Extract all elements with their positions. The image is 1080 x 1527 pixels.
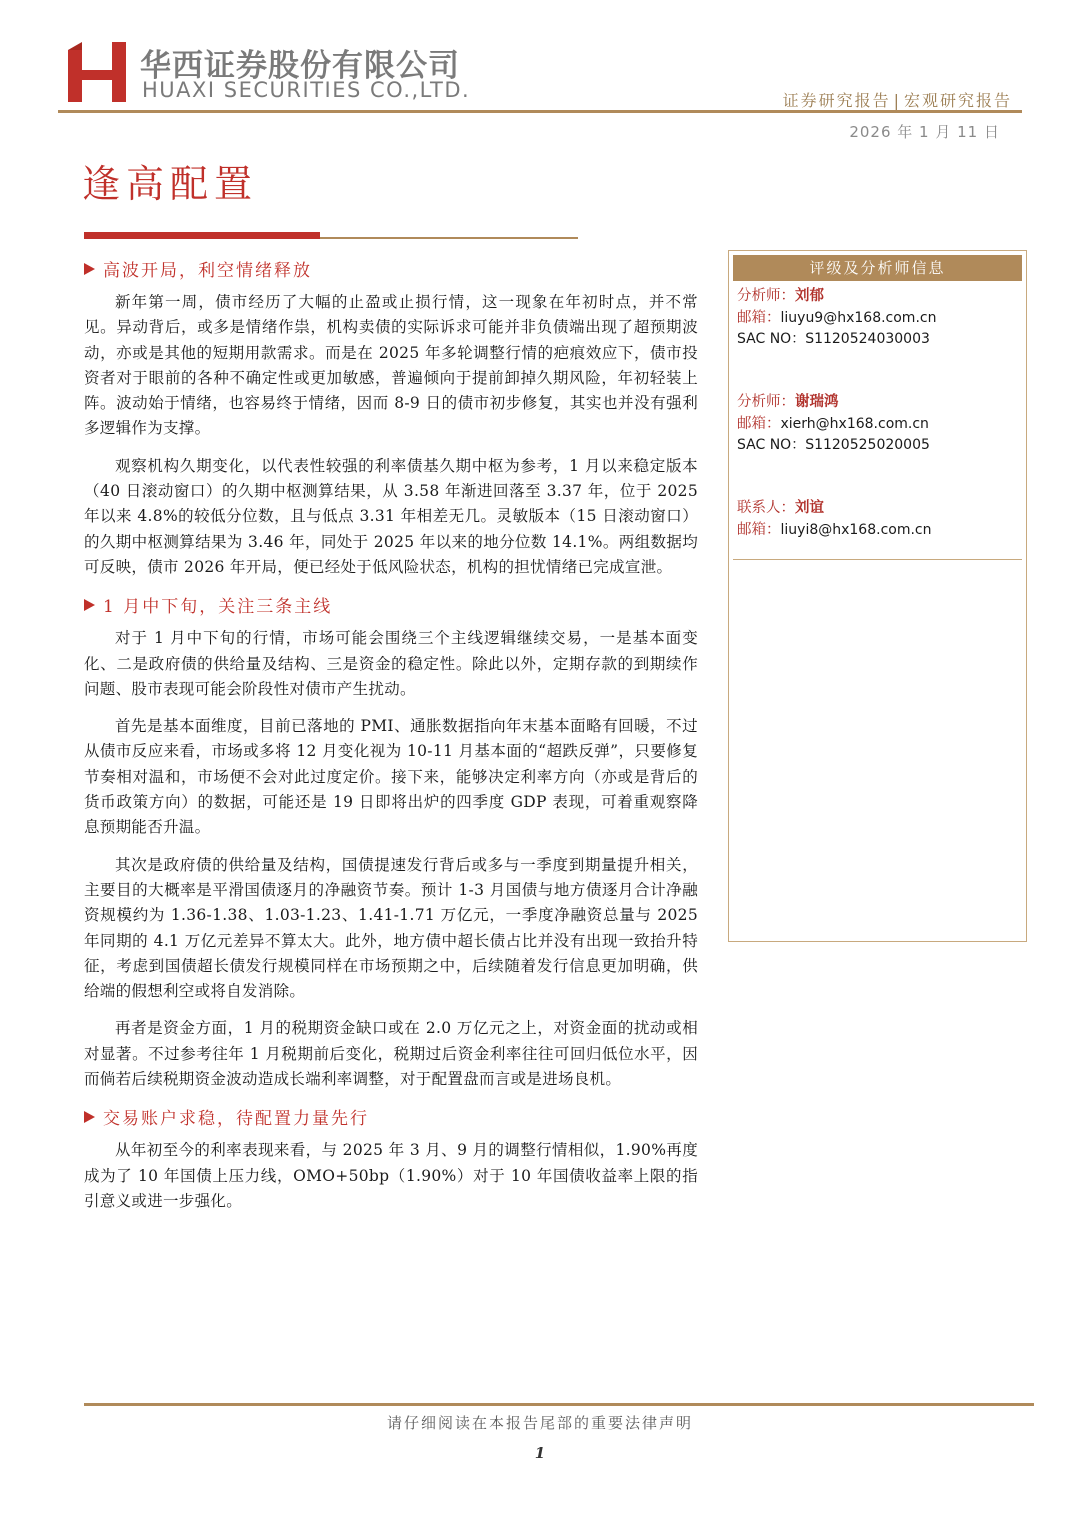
analyst-email[interactable]: xierh@hx168.com.cn (780, 415, 929, 432)
panel-divider (733, 559, 1022, 560)
contact-card (737, 497, 932, 541)
contact-name: 刘谊 (795, 499, 824, 516)
paragraph: 再者是资金方面，1 月的税期资金缺口或在 2.0 万亿元之上，对资金面的扰动或相对显著。不过参考往年 1 月税期前后变化，税期过后资金利率往往可回归低位水平，因而倘若后续税期资金波动造成长端利率调整，对于配置盘而言或是进场良机。 (84, 1019, 698, 1089)
company-name-en: HUAXI SECURITIES CO.,LTD. (142, 78, 471, 102)
analyst-panel-heading: 评级及分析师信息 (733, 255, 1022, 281)
sac-label: SAC NO： (737, 437, 806, 453)
huaxi-logo-icon (68, 42, 126, 102)
sac-number: S1120525020005 (805, 437, 930, 453)
triangle-right-icon (84, 599, 95, 611)
section-heading (84, 592, 698, 617)
section-heading (84, 256, 698, 281)
report-category: 证券研究报告 (782, 91, 891, 110)
report-type (783, 88, 1012, 111)
footer-divider (84, 1403, 1034, 1406)
analyst-name: 刘郁 (795, 287, 824, 304)
analyst-card (737, 391, 930, 457)
section-heading-text: 交易账户求稳，待配置力量先行 (103, 1109, 369, 1130)
paragraph: 观察机构久期变化，以代表性较强的利率债基久期中枢为参考，1 月以来稳定版本（40 日滚动窗口）的久期中枢测算结果，从 3.58 年渐进回落至 3.37 年，位于 2025 年以来 4.8%的较低分位数，且与低点 3.31 年相差无几。灵敏版本（15 日滚动窗口）的久期中枢测算结果为 3.46 年，同处于 2025 年以来的地分位数 14.1%。两组数据均可反映，债市 2026 年开局，便已经处于低风险状态，机构的担忧情绪已完成宣泄。 (84, 456, 698, 576)
triangle-right-icon (84, 1111, 95, 1123)
sac-label: SAC NO： (737, 331, 806, 347)
triangle-right-icon (84, 263, 95, 275)
header-divider (58, 110, 1022, 113)
footer-disclaimer: 请仔细阅读在本报告尾部的重要法律声明 (386, 1414, 693, 1432)
page-number: 1 (534, 1444, 546, 1462)
paragraph: 从年初至今的利率表现来看，与 2025 年 3 月、9 月的调整行情相似，1.90%再度成为了 10 年国债上压力线，OMO+50bp（1.90%）对于 10 年国债收益率上限的指引意义或进一步强化。 (84, 1141, 698, 1210)
analyst-role: 分析师： (737, 394, 795, 410)
analyst-email[interactable]: liuyu9@hx168.com.cn (780, 309, 937, 326)
report-subcategory: 宏观研究报告 (903, 91, 1012, 110)
report-body (84, 256, 698, 1226)
report-date: 2026 年 1 月 11 日 (849, 123, 1000, 141)
section-heading-text: 高波开局，利空情绪释放 (103, 261, 312, 281)
section-heading-text: 1 月中下旬，关注三条主线 (103, 597, 333, 618)
email-label: 邮箱： (737, 309, 781, 326)
paragraph: 其次是政府债的供给量及结构，国债提速发行背后或多与一季度到期量提升相关，主要目的大概率是平滑国债逐月的净融资节奏。预计 1-3 月国债与地方债逐月合计净融资规模约为 1.36-1.38、1.03-1.23、1.41-1.71 万亿元，一季度净融资总量与 2025 年同期的 4.1 万亿元差异不算太大。此外，地方债中超长债占比并没有出现一致抬升特征，考虑到国债超长债发行规模同样在市场预期之中，后续随着发行信息更加明确，供给端的假想利空或将自发消除。 (84, 855, 698, 1001)
analyst-name: 谢瑞鸿 (795, 393, 839, 410)
section-heading (84, 1104, 698, 1129)
contact-role: 联系人： (737, 500, 795, 516)
title-accent-bar (84, 232, 320, 239)
analyst-card (737, 285, 936, 351)
sac-number: S1120524030003 (805, 331, 930, 347)
company-name-cn: 华西证券股份有限公司 (140, 48, 460, 84)
email-label: 邮箱： (737, 415, 781, 432)
paragraph: 对于 1 月中下旬的行情，市场可能会围绕三个主线逻辑继续交易，一是基本面变化、二是政府债的供给量及结构、三是资金的稳定性。除此以外，定期存款的到期续作问题、股市表现可能会阶段性对债市产生扰动。 (84, 629, 698, 698)
paragraph: 首先是基本面维度，目前已落地的 PMI、通胀数据指向年末基本面略有回暖，不过从债市反应来看，市场或多将 12 月变化视为 10-11 月基本面的“超跌反弹”，只要修复节奏相对温和，市场便不会对此过度定价。接下来，能够决定利率方向（亦或是背后的货币政策方向）的数据，可能还是 19 日即将出炉的四季度 GDP 表现，可着重观察降息预期能否升温。 (84, 717, 698, 837)
paragraph: 新年第一周，债市经历了大幅的止盈或止损行情，这一现象在年初时点，并不常见。异动背后，或多是情绪作祟，机构卖债的实际诉求可能并非负债端出现了超预期波动，亦或是其他的短期用款需求。而是在 2025 年多轮调整行情的疤痕效应下，债市投资者对于眼前的各种不确定性或更加敏感，普遍倾向于提前卸掉久期风险，年初轻装上阵。波动始于情绪，也容易终于情绪，因而 8-9 日的债市初步修复，其实也并没有强利多逻辑作为支撑。 (84, 293, 698, 438)
report-type-separator: | (893, 91, 901, 110)
report-title: 逢高配置 (82, 162, 259, 206)
email-label: 邮箱： (737, 521, 781, 538)
analyst-role: 分析师： (737, 288, 795, 304)
analyst-info-panel (728, 250, 1027, 942)
contact-email[interactable]: liuyi8@hx168.com.cn (780, 521, 932, 538)
